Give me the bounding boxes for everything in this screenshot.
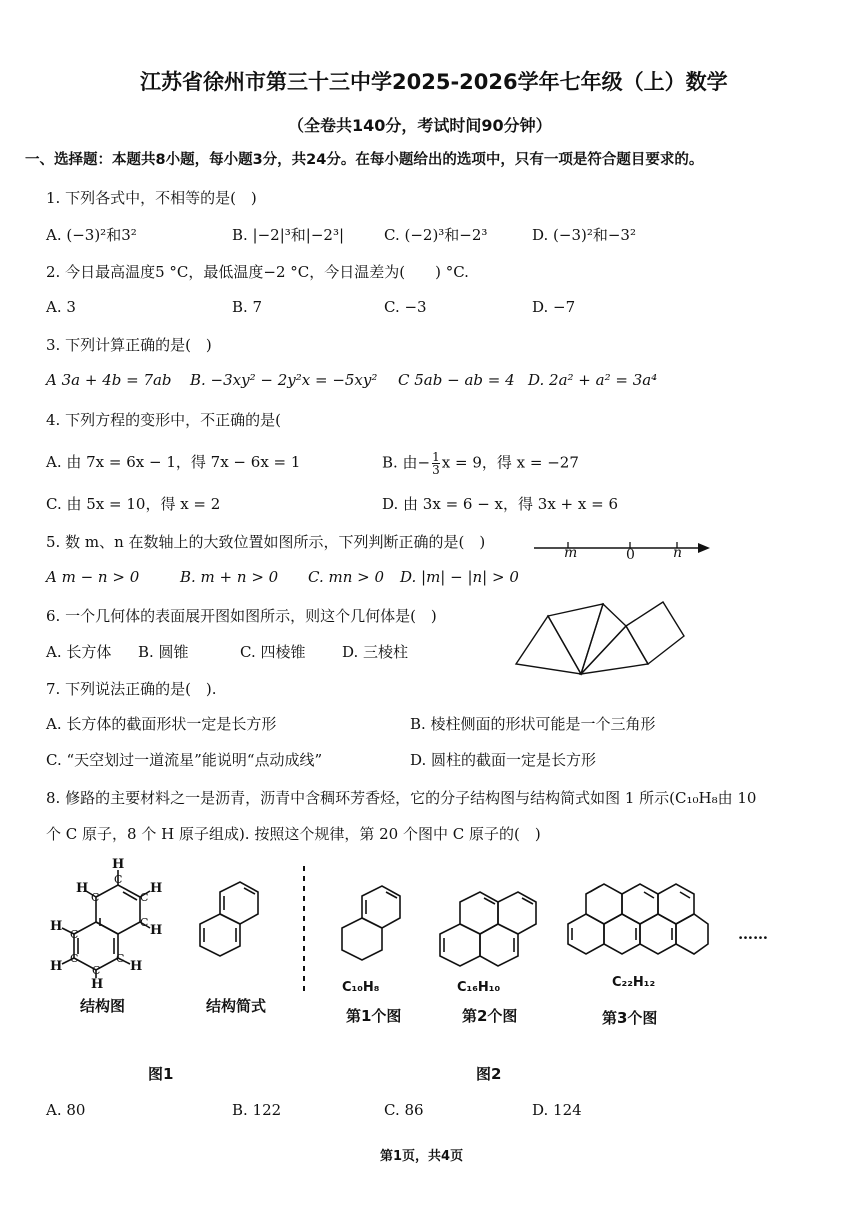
- q3-option-d[interactable]: D. 2a² + a² = 3a⁴: [528, 371, 658, 389]
- naphthalene-simplified-diagram: [192, 882, 262, 972]
- q5-option-d[interactable]: D. |m| − |n| > 0: [400, 568, 519, 586]
- q4-option-a[interactable]: A. 由 7x = 6x − 1，得 7x − 6x = 1: [46, 453, 301, 471]
- atom-c-2: C: [140, 891, 149, 904]
- q4-fraction-denominator: 3: [432, 463, 440, 477]
- atom-c-8: C: [116, 952, 125, 965]
- q3-option-c[interactable]: C 5ab − ab = 4: [398, 371, 515, 389]
- q2-stem: 2. 今日最高温度5 °C，最低温度−2 °C，今日温差为( ) °C.: [46, 263, 469, 281]
- q5-stem: 5. 数 m、n 在数轴上的大致位置如图所示，下列判断正确的是( ): [46, 533, 486, 551]
- number-line-arrow: [698, 543, 710, 553]
- atom-h-4: H: [76, 881, 89, 896]
- q8-option-b[interactable]: B. 122: [232, 1101, 282, 1119]
- q3-stem: 3. 下列计算正确的是( ): [46, 336, 212, 354]
- pattern-figure-1: [338, 886, 408, 976]
- ring-top: [96, 885, 140, 934]
- number-line-label-0: 0: [626, 547, 635, 563]
- net-figure: [508, 596, 688, 676]
- q6-option-b[interactable]: B. 圆锥: [138, 643, 189, 661]
- pattern-figure-2: [432, 888, 542, 978]
- net-square: [626, 602, 684, 664]
- atom-h-7: H: [91, 977, 104, 992]
- q6-option-a[interactable]: A. 长方体: [46, 643, 112, 661]
- figure-1-caption: 图1: [148, 1065, 174, 1083]
- q4-option-d[interactable]: D. 由 3x = 6 − x，得 3x + x = 6: [382, 495, 618, 513]
- q7-option-c[interactable]: C. “天空划过一道流星”能说明“点动成线”: [46, 751, 323, 769]
- q5-option-c[interactable]: C. mn > 0: [308, 568, 385, 586]
- q7-option-b[interactable]: B. 棱柱侧面的形状可能是一个三角形: [410, 715, 656, 733]
- net-triangle-1: [516, 616, 581, 674]
- atom-c-5: C: [70, 928, 79, 941]
- q4-option-b-suffix: x = 9，得 x = −27: [441, 453, 579, 472]
- q8-stem-line1: 8. 修路的主要材料之一是沥青，沥青中含稠环芳香烃，它的分子结构图与结构简式如图 1 所示(C₁₀H₈由 10: [46, 789, 757, 807]
- q1-option-d[interactable]: D. (−3)²和−3²: [532, 226, 636, 244]
- simp-ring-2: [200, 914, 240, 956]
- atom-h-6: H: [50, 959, 63, 974]
- label-simplified: 结构简式: [206, 997, 267, 1015]
- page-title: 江苏省徐州市第三十三中学2025-2026学年七年级（上）数学: [140, 70, 728, 94]
- q5-option-a[interactable]: A m − n > 0: [46, 568, 140, 586]
- number-line-figure: [530, 536, 712, 566]
- page-footer: 第1页，共4页: [380, 1149, 464, 1164]
- q5-option-b[interactable]: B. m + n > 0: [180, 568, 279, 586]
- atom-h-2: H: [150, 881, 163, 896]
- q7-option-a[interactable]: A. 长方体的截面形状一定是长方形: [46, 715, 277, 733]
- net-triangle-2: [548, 604, 603, 674]
- number-line-label-n: n: [673, 545, 683, 561]
- ring-bottom: [74, 922, 118, 970]
- page-subtitle: （全卷共140分，考试时间90分钟）: [288, 116, 552, 135]
- atom-h-1: H: [112, 857, 125, 872]
- atom-c-3: C: [140, 916, 149, 929]
- fig-label-2: 第2个图: [462, 1007, 518, 1025]
- q4-fraction-numerator: 1: [432, 450, 440, 464]
- formula-1: C₁₀H₈: [342, 980, 380, 995]
- q4-stem: 4. 下列方程的变形中，不正确的是(: [46, 411, 281, 429]
- ellipsis: ……: [738, 925, 768, 943]
- q2-option-d[interactable]: D. −7: [532, 298, 576, 316]
- atom-c-6: C: [70, 952, 79, 965]
- q3-option-b[interactable]: B. −3xy² − 2y²x = −5xy²: [190, 371, 378, 389]
- q2-option-c[interactable]: C. −3: [384, 298, 427, 316]
- q1-option-a[interactable]: A. (−3)²和3²: [46, 226, 137, 244]
- fig-label-1: 第1个图: [346, 1007, 402, 1025]
- q1-option-b[interactable]: B. |−2|³和|−2³|: [232, 226, 345, 244]
- q4-option-b-prefix: B. 由−: [382, 453, 431, 472]
- figure-2-caption: 图2: [476, 1065, 502, 1083]
- atom-c-7: C: [92, 964, 101, 977]
- q8-stem-line2: 个 C 原子，8 个 H 原子组成). 按照这个规律，第 20 个图中 C 原子的( ): [46, 825, 541, 843]
- double-bond-1: [123, 892, 137, 900]
- naphthalene-structure-diagram: [40, 852, 170, 992]
- number-line-label-m: m: [564, 545, 578, 561]
- net-triangle-3: [581, 604, 626, 674]
- q2-option-b[interactable]: B. 7: [232, 298, 263, 316]
- net-triangle-4: [581, 626, 648, 674]
- fig-label-3: 第3个图: [602, 1009, 658, 1027]
- q8-option-a[interactable]: A. 80: [46, 1101, 86, 1119]
- formula-2: C₁₆H₁₀: [457, 980, 501, 995]
- q4-option-b[interactable]: [382, 451, 579, 476]
- q4-option-c[interactable]: C. 由 5x = 10，得 x = 2: [46, 495, 221, 513]
- q1-option-c[interactable]: C. (−2)³和−2³: [384, 226, 488, 244]
- atom-c-1: C: [114, 873, 123, 886]
- atom-h-5: H: [50, 919, 63, 934]
- q6-stem: 6. 一个几何体的表面展开图如图所示，则这个几何体是( ): [46, 607, 437, 625]
- formula-3: C₂₂H₁₂: [612, 975, 656, 990]
- q1-stem: 1. 下列各式中，不相等的是( ): [46, 189, 257, 207]
- atom-c-4: C: [91, 891, 100, 904]
- q3-option-a[interactable]: A 3a + 4b = 7ab: [46, 371, 172, 389]
- pattern-figure-3: [560, 882, 710, 972]
- q7-stem: 7. 下列说法正确的是( ).: [46, 680, 217, 698]
- q6-option-c[interactable]: C. 四棱锥: [240, 643, 306, 661]
- q4-fraction: [432, 451, 440, 476]
- divider-dashed: [302, 866, 306, 996]
- q8-option-d[interactable]: D. 124: [532, 1101, 582, 1119]
- label-structure: 结构图: [80, 997, 126, 1015]
- atom-h-8: H: [130, 959, 143, 974]
- section-heading: 一、选择题：本题共8小题，每小题3分，共24分。在每小题给出的选项中，只有一项是符合题目要求的。: [25, 152, 704, 168]
- q2-option-a[interactable]: A. 3: [46, 298, 76, 316]
- q6-option-d[interactable]: D. 三棱柱: [342, 643, 409, 661]
- q8-option-c[interactable]: C. 86: [384, 1101, 424, 1119]
- atom-h-3: H: [150, 923, 163, 938]
- q7-option-d[interactable]: D. 圆柱的截面一定是长方形: [410, 751, 597, 769]
